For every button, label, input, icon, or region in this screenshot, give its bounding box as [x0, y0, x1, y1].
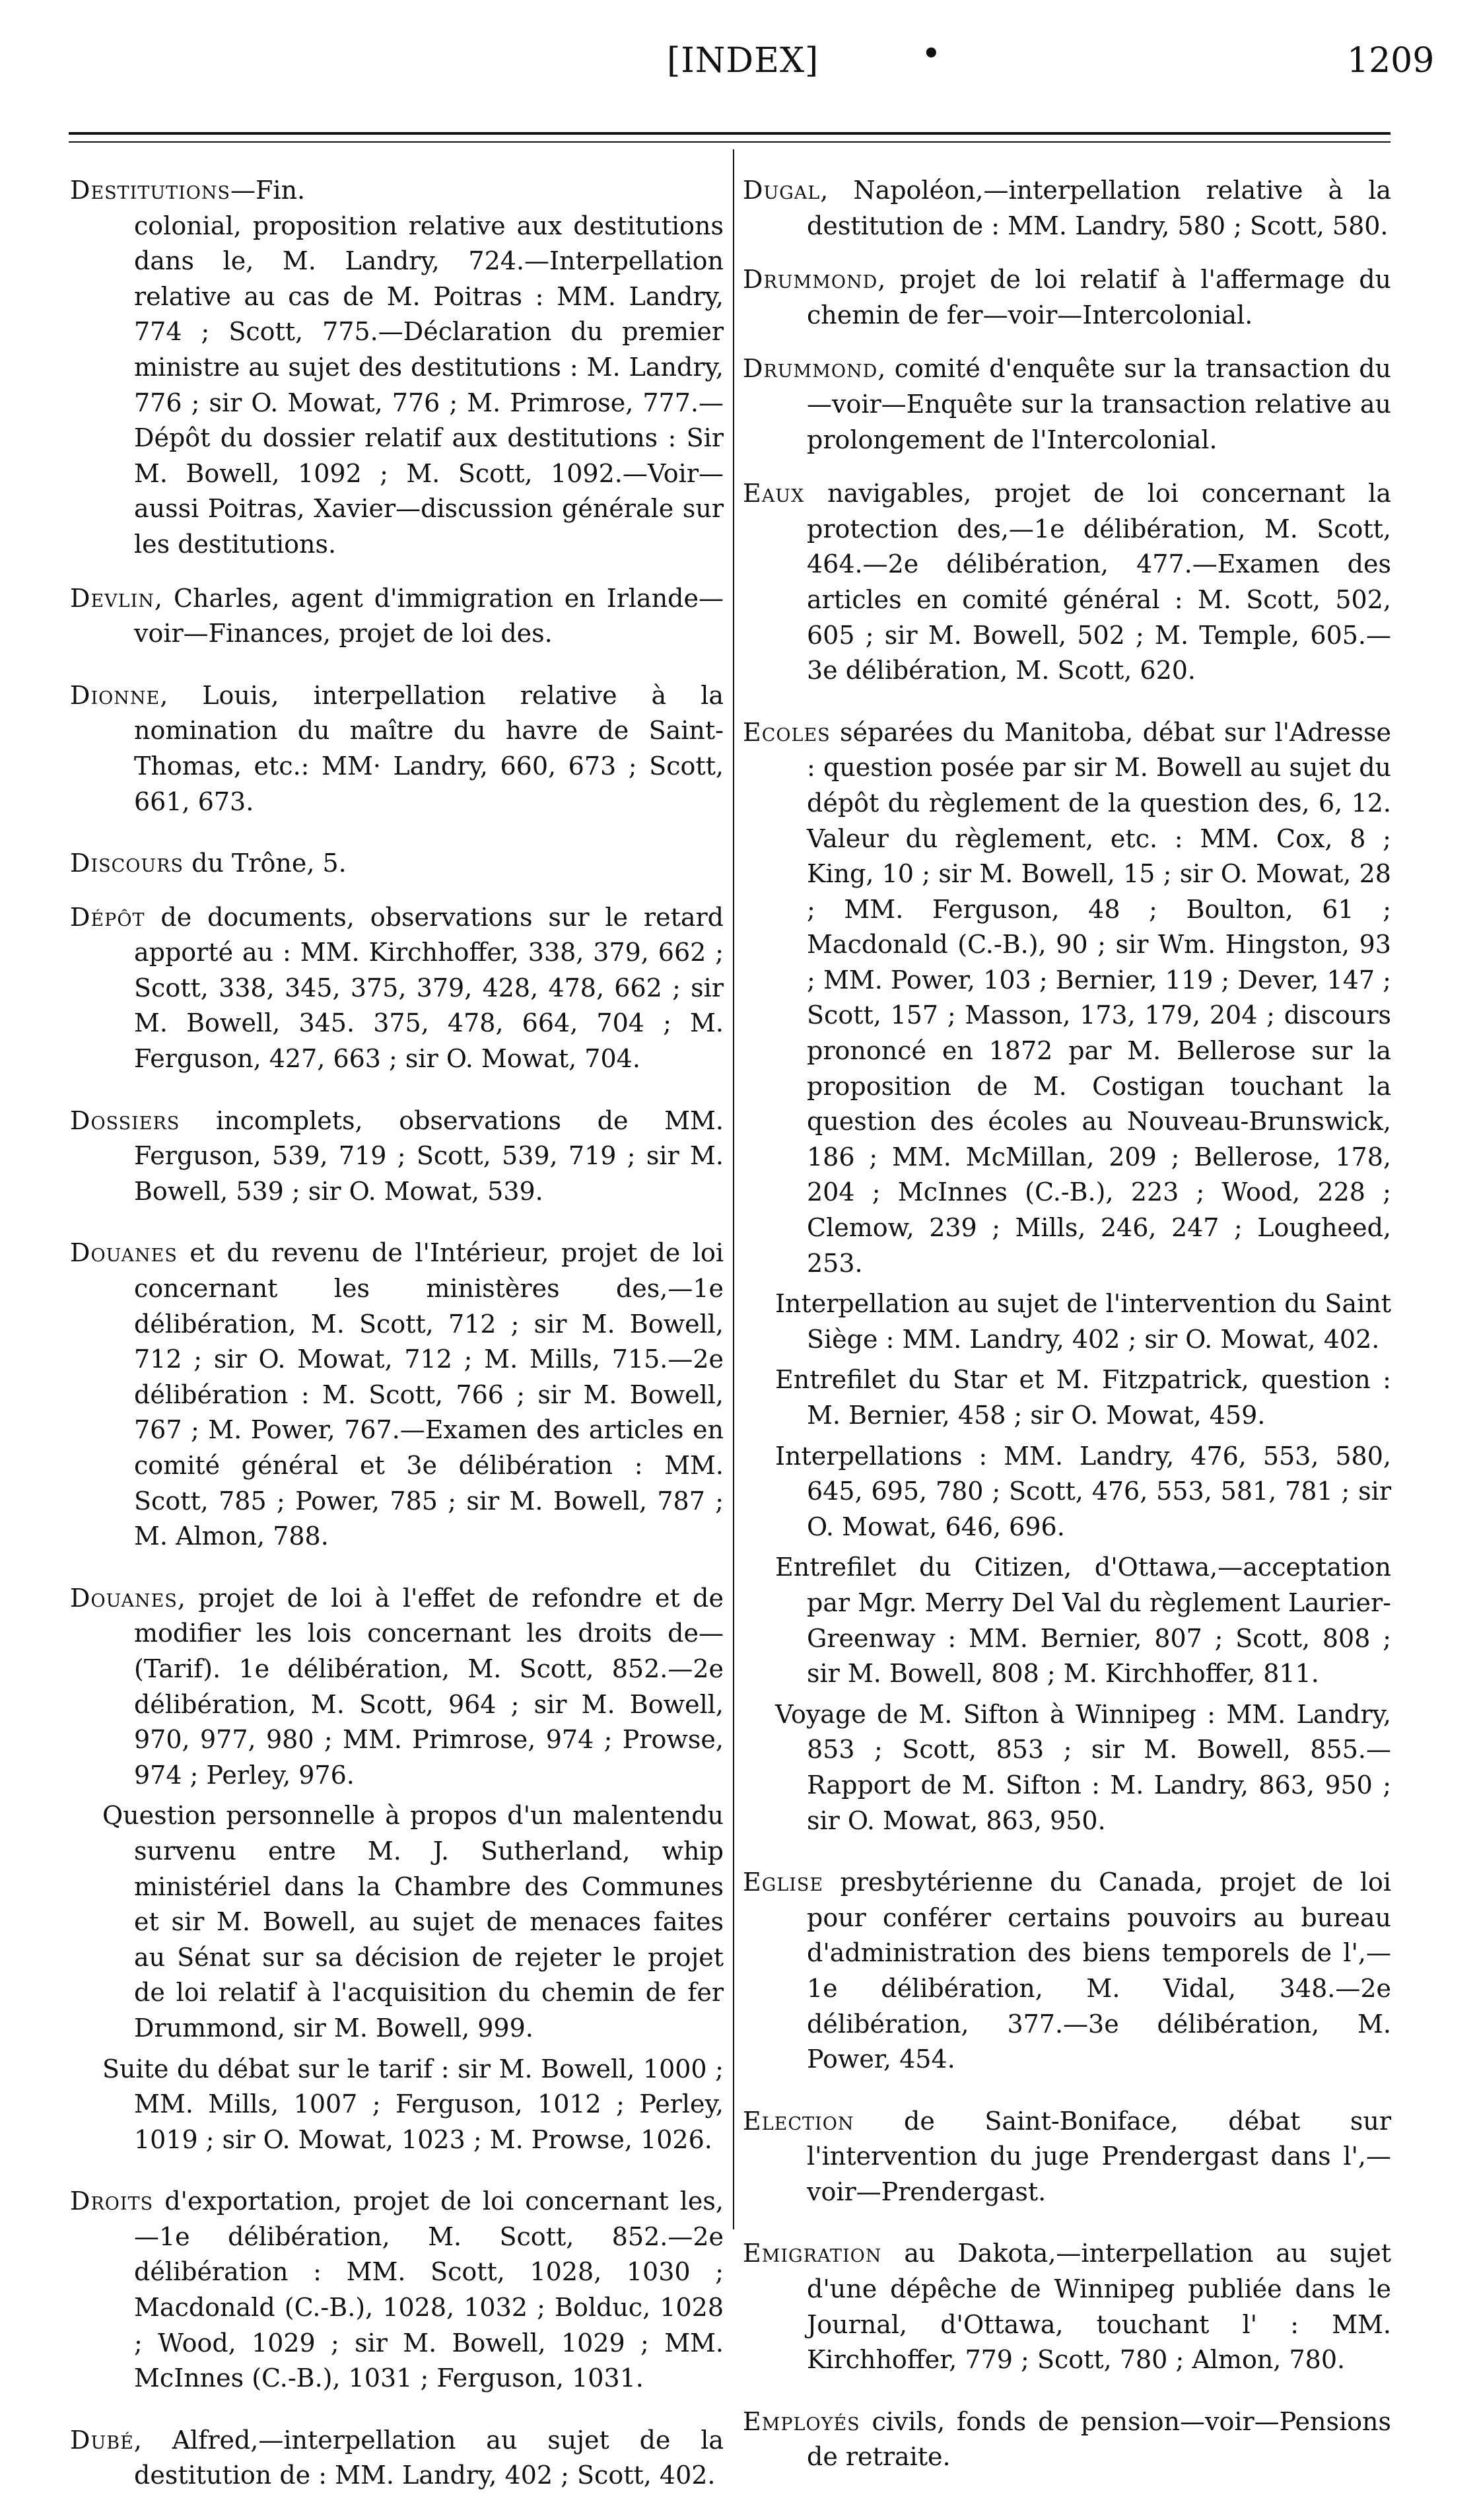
index-entry	[70, 1103, 724, 1210]
entry-head: Emigration	[743, 2239, 882, 2268]
index-entry	[70, 1581, 724, 2158]
page-number: 1209	[1347, 41, 1435, 81]
index-entry	[70, 678, 724, 820]
entry-lead	[70, 2184, 724, 2397]
entry-head: Dubé	[70, 2425, 134, 2455]
entry-head: Douanes	[70, 1238, 178, 1268]
entry-lead	[743, 2104, 1391, 2210]
entry-text: au Dakota,—interpellation au sujet d'une dépêche de Winnipeg publiée dans le Journal, d'Ottawa, touchant l' : MM. Kirchhoffer, 779 ; Scott, 780 ; Almon, 780.	[807, 2239, 1391, 2375]
entry-lead	[743, 2404, 1391, 2475]
entry-lead	[743, 476, 1391, 689]
entry-head: Employés	[743, 2406, 860, 2436]
index-entry	[743, 2236, 1391, 2377]
index-entry	[70, 173, 724, 563]
header-ornament: •	[921, 34, 942, 74]
entry-lead	[743, 2236, 1391, 2377]
entry-text: , comité d'enquête sur la transaction du—voir—Enquête sur la transaction relative au prolongement de l'Intercolonial.	[807, 354, 1391, 454]
index-entry	[743, 715, 1391, 1838]
entry-text: , projet de loi à l'effet de refondre et de modifier les lois concernant les droits de—(Tarif). 1e délibération, M. Scott, 852.—2e délibération, M. Scott, 964 ; sir M. Bowell, 970, 977, 980 ; MM. Primrose, 974 ; Prowse, 974 ; Perley, 976.	[134, 1583, 724, 1790]
index-entry	[70, 2184, 724, 2397]
entry-head: Dossiers	[70, 1105, 180, 1135]
entry-lead	[70, 1581, 724, 1794]
left-column	[70, 173, 724, 2520]
entry-head: Drummond	[743, 265, 878, 295]
entry-text: incomplets, observations de MM. Ferguson, 539, 719 ; Scott, 539, 719 ; sir M. Bowell, 539 ; sir O. Mowat, 539.	[134, 1105, 724, 1206]
index-entry	[743, 2104, 1391, 2210]
entry-lead	[70, 1103, 724, 1210]
entry-lead	[743, 715, 1391, 1282]
entry-subitem: Interpellation au sujet de l'intervention du Saint Siège : MM. Landry, 402 ; sir O. Mowat, 402.	[775, 1289, 1391, 1354]
entry-subitem: Voyage de M. Sifton à Winnipeg : MM. Landry, 853 ; Scott, 853 ; sir M. Bowell, 855.—Rapport de M. Sifton : M. Landry, 863, 950 ; sir O. Mowat, 863, 950.	[775, 1699, 1391, 1835]
entry-lead	[743, 1865, 1391, 2078]
entry-text: , Napoléon,—interpellation relative à la destitution de : MM. Landry, 580 ; Scott, 580.	[807, 176, 1391, 240]
index-entry	[70, 900, 724, 1077]
entry-lead	[70, 1236, 724, 1554]
entry-head: Discours	[70, 849, 184, 878]
entry-head: Devlin	[70, 583, 155, 613]
entry-lead	[70, 2423, 724, 2494]
entry-text: d'exportation, projet de loi concernant les,—1e délibération, M. Scott, 852.—2e délibération : MM. Scott, 1028, 1030 ; Macdonald (C.-B.), 1028, 1032 ; Bolduc, 1028 ; Wood, 1029 ; sir M. Bowell, 1029 ; MM. McInnes (C.-B.), 1031 ; Ferguson, 1031.	[134, 2187, 724, 2393]
entry-lead	[70, 581, 724, 652]
entry-head: Drummond	[743, 354, 878, 384]
entry-head: Dionne	[70, 680, 160, 710]
column-divider	[733, 149, 734, 2229]
entry-text: civils, fonds de pension—voir—Pensions de retraite.	[807, 2406, 1391, 2472]
entry-head: Dépôt	[70, 902, 145, 932]
index-entry	[70, 581, 724, 652]
right-column	[743, 173, 1391, 2502]
entry-lead	[743, 262, 1391, 333]
entry-continuation: colonial, proposition relative aux destitutions dans le, M. Landry, 724.—Interpellation relative au cas de M. Poitras : MM. Landry, 774 ; Scott, 775.—Déclaration du premier ministre au sujet des destitutions : M. Landry, 776 ; sir O. Mowat, 776 ; M. Primrose, 777.—Dépôt du dossier relatif aux destitutions : Sir M. Bowell, 1092 ; M. Scott, 1092.—Voir—aussi Poitras, Xavier—discussion générale sur les destitutions.	[134, 211, 724, 559]
entry-text: de documents, observations sur le retard apporté au : MM. Kirchhoffer, 338, 379, 662 ; Scott, 338, 345, 375, 379, 428, 478, 662 ; sir M. Bowell, 345. 375, 478, 664, 704 ; M. Ferguson, 427, 663 ; sir O. Mowat, 704.	[134, 902, 724, 1074]
entry-text: , Louis, interpellation relative à la nomination du maître du havre de Saint-Thomas, etc.: MM· Landry, 660, 673 ; Scott, 661, 673.	[134, 680, 724, 816]
entry-text: presbytérienne du Canada, projet de loi pour conférer certains pouvoirs au bureau d'administration des biens temporels de l',—1e délibération, M. Vidal, 348.—2e délibération, 377.—3e délibération, M. Power, 454.	[807, 1868, 1391, 2074]
entry-subitem: Question personnelle à propos d'un malentendu survenu entre M. J. Sutherland, whip ministériel dans la Chambre des Communes et sir M. Bowell, au sujet de menaces faites au Sénat sur sa décision de rejeter le projet de loi relatif à l'acquisition du chemin de fer Drummond, sir M. Bowell, 999.	[102, 1801, 724, 2043]
header-rule-thick	[69, 132, 1391, 135]
entry-text: du Trône, 5.	[184, 849, 347, 878]
entry-text: , projet de loi relatif à l'affermage du chemin de fer—voir—Intercolonial.	[807, 265, 1391, 330]
entry-lead	[70, 173, 724, 209]
entry-head: Douanes	[70, 1583, 178, 1613]
entry-head: Eaux	[743, 479, 805, 508]
entry-text: et du revenu de l'Intérieur, projet de loi concernant les ministères des,—1e délibération, M. Scott, 712 ; sir M. Bowell, 712 ; sir O. Mowat, 712 ; M. Mills, 715.—2e délibération : M. Scott, 766 ; sir M. Bowell, 767 ; M. Power, 767.—Examen des articles en comité général et 3e délibération : MM. Scott, 785 ; Power, 785 ; sir M. Bowell, 787 ; M. Almon, 788.	[134, 1238, 724, 1551]
index-entry	[743, 351, 1391, 458]
entry-text: de Saint-Boniface, débat sur l'intervention du juge Prendergast dans l',—voir—Prendergast.	[807, 2106, 1391, 2206]
entry-subitem: Entrefilet du Star et M. Fitzpatrick, question : M. Bernier, 458 ; sir O. Mowat, 459.	[775, 1365, 1391, 1430]
entry-subitem: Suite du débat sur le tarif : sir M. Bowell, 1000 ; MM. Mills, 1007 ; Ferguson, 1012 ; Perley, 1019 ; sir O. Mowat, 1023 ; M. Prowse, 1026.	[102, 2054, 724, 2154]
entry-lead	[743, 351, 1391, 458]
entry-lead	[70, 846, 724, 882]
entry-text: , Charles, agent d'immigration en Irlande—voir—Finances, projet de loi des.	[134, 583, 724, 648]
entry-head: Election	[743, 2106, 854, 2136]
entry-subitem: Interpellations : MM. Landry, 476, 553, 580, 645, 695, 780 ; Scott, 476, 553, 581, 781 ; sir O. Mowat, 646, 696.	[775, 1441, 1391, 1541]
entry-subitem: Entrefilet du Citizen, d'Ottawa,—acceptation par Mgr. Merry Del Val du règlement Laurier-Greenway : MM. Bernier, 807 ; Scott, 808 ; sir M. Bowell, 808 ; M. Kirchhoffer, 811.	[775, 1553, 1391, 1689]
entry-text: séparées du Manitoba, débat sur l'Adresse : question posée par sir M. Bowell au sujet du dépôt du règlement de la question des, 6, 12. Valeur du règlement, etc. : MM. Cox, 8 ; King, 10 ; sir M. Bowell, 15 ; sir O. Mowat, 28 ; MM. Ferguson, 48 ; Boulton, 61 ; Macdonald (C.-B.), 90 ; sir Wm. Hingston, 93 ; MM. Power, 103 ; Bernier, 119 ; Dever, 147 ; Scott, 157 ; Masson, 173, 179, 204 ; discours prononcé en 1872 par M. Bellerose sur la proposition de M. Costigan touchant la question des écoles au Nouveau-Brunswick, 186 ; MM. McMillan, 209 ; Bellerose, 178, 204 ; McInnes (C.-B.), 223 ; Wood, 228 ; Clemow, 239 ; Mills, 246, 247 ; Lougheed, 253.	[807, 717, 1391, 1278]
index-entry	[70, 846, 724, 882]
entry-head: Droits	[70, 2187, 154, 2216]
running-head: [INDEX]	[667, 41, 819, 81]
index-entry	[70, 2423, 724, 2494]
entry-lead	[743, 173, 1391, 244]
index-entry	[743, 262, 1391, 333]
entry-text: —Fin.	[230, 176, 306, 205]
entry-text: navigables, projet de loi concernant la protection des,—1e délibération, M. Scott, 464.—2e délibération, 477.—Examen des articles en comité général : M. Scott, 502, 605 ; sir M. Bowell, 502 ; M. Temple, 605.—3e délibération, M. Scott, 620.	[804, 479, 1391, 685]
entry-lead	[70, 900, 724, 1077]
entry-head: Ecoles	[743, 717, 831, 747]
entry-head: Eglise	[743, 1868, 824, 1897]
index-entry	[743, 173, 1391, 244]
index-entry	[70, 1236, 724, 1554]
index-entry	[743, 476, 1391, 689]
index-entry	[743, 1865, 1391, 2078]
header-rule-thin	[69, 141, 1391, 143]
entry-lead	[70, 678, 724, 820]
entry-head: Dugal	[743, 176, 821, 205]
index-entry	[743, 2404, 1391, 2475]
entry-text: , Alfred,—interpellation au sujet de la destitution de : MM. Landry, 402 ; Scott, 402.	[133, 2425, 724, 2490]
entry-head: Destitutions	[70, 176, 231, 205]
